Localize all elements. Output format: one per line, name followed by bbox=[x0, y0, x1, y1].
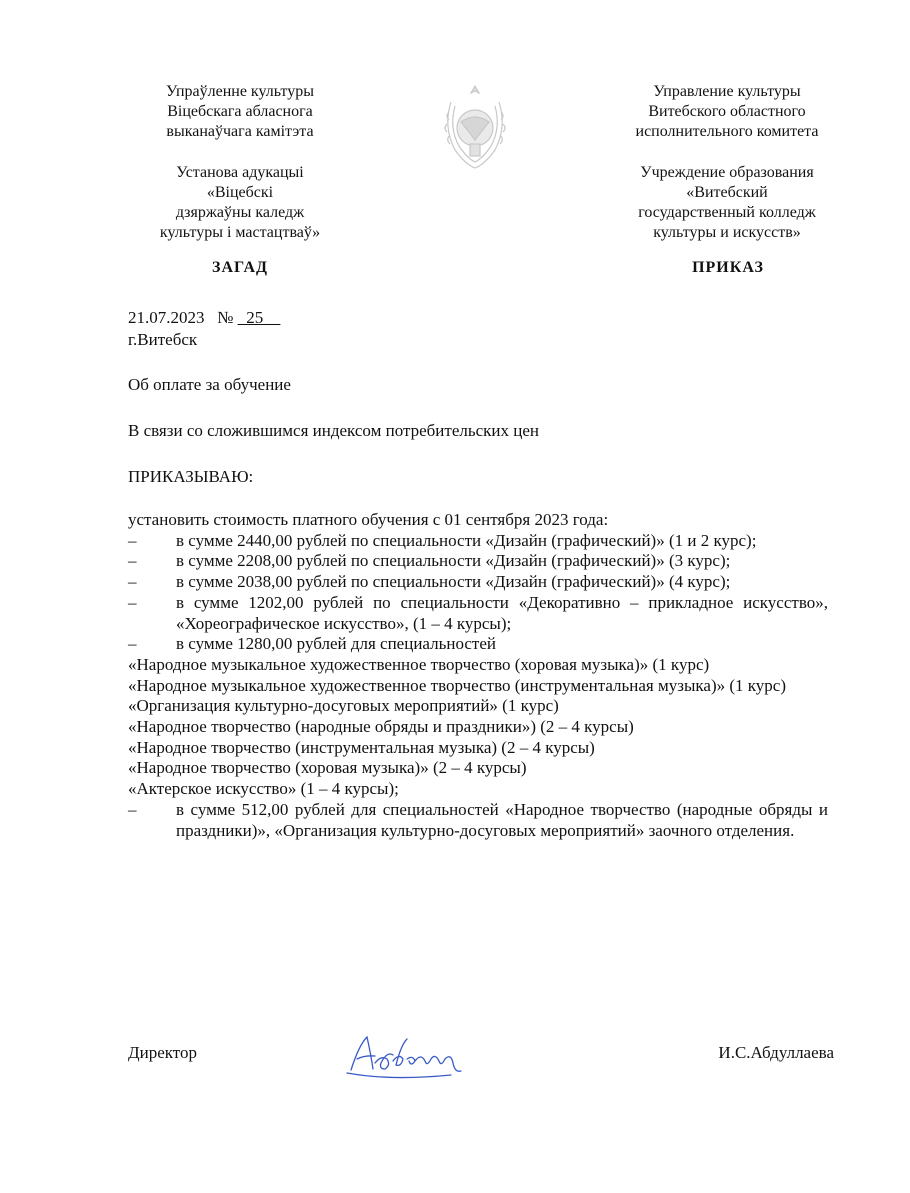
dash-marker: – bbox=[128, 551, 137, 571]
specialty-line: «Народное творчество (народные обряды и праздники») (2 – 4 курсы) bbox=[128, 717, 634, 737]
inst-line: Учреждение образования bbox=[640, 164, 814, 181]
list-item bbox=[128, 593, 828, 634]
state-emblem-icon bbox=[437, 82, 513, 172]
order-title-belarusian: ЗАГАД bbox=[212, 259, 268, 276]
order-basis: В связи со сложившимся индексом потребительских цен bbox=[128, 421, 540, 440]
order-body bbox=[128, 510, 828, 841]
signer-name: И.С.Абдуллаева bbox=[718, 1043, 834, 1062]
order-command: ПРИКАЗЫВАЮ: bbox=[128, 467, 254, 486]
inst-line: «Віцебскі bbox=[206, 184, 274, 201]
list-item-text: в сумме 2440,00 рублей по специальности «Дизайн (графический)» (1 и 2 курс); bbox=[176, 530, 757, 550]
inst-line: Установа адукацыі bbox=[176, 164, 304, 181]
order-subject: Об оплате за обучение bbox=[128, 375, 291, 394]
signer-role: Директор bbox=[128, 1043, 197, 1062]
list-item-text: в сумме 1280,00 рублей для специальностей bbox=[176, 634, 496, 654]
order-number: _25__ bbox=[237, 308, 281, 327]
dash-marker: – bbox=[128, 530, 137, 550]
header-belarusian bbox=[110, 82, 370, 243]
dash-marker: – bbox=[128, 799, 137, 819]
list-item-text: в сумме 2208,00 рублей по специальности «Дизайн (графический)» (3 курс); bbox=[176, 551, 731, 571]
inst-line: культуры и искусств» bbox=[653, 224, 801, 241]
specialty-line: «Организация культурно-досуговых мероприятий» (1 курс) bbox=[128, 696, 559, 716]
dash-marker: – bbox=[128, 634, 137, 654]
specialty-line: «Народное музыкальное художественное творчество (инструментальная музыка)» (1 курс) bbox=[128, 675, 786, 695]
order-date: 21.07.2023 bbox=[128, 308, 205, 327]
list-item-text: в сумме 2038,00 рублей по специальности «Дизайн (графический)» (4 курс); bbox=[176, 572, 731, 592]
dash-marker: – bbox=[128, 592, 137, 612]
list-item-text: в сумме 1202,00 рублей по специальности «Декоративно – прикладное искусство», «Хореографическое искусство», (1 – 4 курсы); bbox=[176, 592, 828, 633]
list-item bbox=[128, 551, 828, 572]
inst-line: государственный колледж bbox=[638, 204, 816, 221]
specialty-line: «Народное музыкальное художественное творчество (хоровая музыка)» (1 курс) bbox=[128, 654, 710, 674]
header-russian bbox=[597, 82, 857, 243]
body-intro: установить стоимость платного обучения с 01 сентября 2023 года: bbox=[128, 510, 609, 529]
org-line: исполнительного комитета bbox=[635, 123, 819, 140]
number-sign: № bbox=[217, 308, 234, 327]
specialty-line: «Народное творчество (инструментальная музыка) (2 – 4 курсы) bbox=[128, 737, 595, 757]
list-item bbox=[128, 531, 828, 552]
order-city: г.Витебск bbox=[128, 330, 198, 349]
specialty-line: «Актерское искусство» (1 – 4 курсы); bbox=[128, 779, 399, 799]
list-item bbox=[128, 572, 828, 593]
signature-block bbox=[128, 1043, 834, 1083]
list-item-text: в сумме 512,00 рублей для специальностей «Народное творчество (народные обряды и праздники)», «Организация культурно-досуговых мероприятий» заочного отделения. bbox=[176, 799, 828, 840]
org-line: Витебского областного bbox=[648, 103, 806, 120]
org-line: Віцебскага абласнога bbox=[167, 103, 313, 120]
inst-line: «Витебский bbox=[686, 184, 768, 201]
order-title-russian: ПРИКАЗ bbox=[692, 259, 764, 276]
dash-marker: – bbox=[128, 572, 137, 592]
inst-line: культуры і мастацтваў» bbox=[159, 224, 321, 241]
list-item bbox=[128, 800, 828, 841]
list-item bbox=[128, 634, 828, 655]
org-line: Управление культуры bbox=[653, 83, 801, 100]
handwritten-signature-icon bbox=[341, 1025, 471, 1085]
specialty-line: «Народное творчество (хоровая музыка)» (2 – 4 курсы) bbox=[128, 758, 527, 778]
org-line: Упраўленне культуры bbox=[166, 83, 314, 100]
org-line: выканаўчага камітэта bbox=[166, 123, 314, 140]
inst-line: дзяржаўны каледж bbox=[175, 204, 305, 221]
order-date-number bbox=[128, 308, 280, 328]
